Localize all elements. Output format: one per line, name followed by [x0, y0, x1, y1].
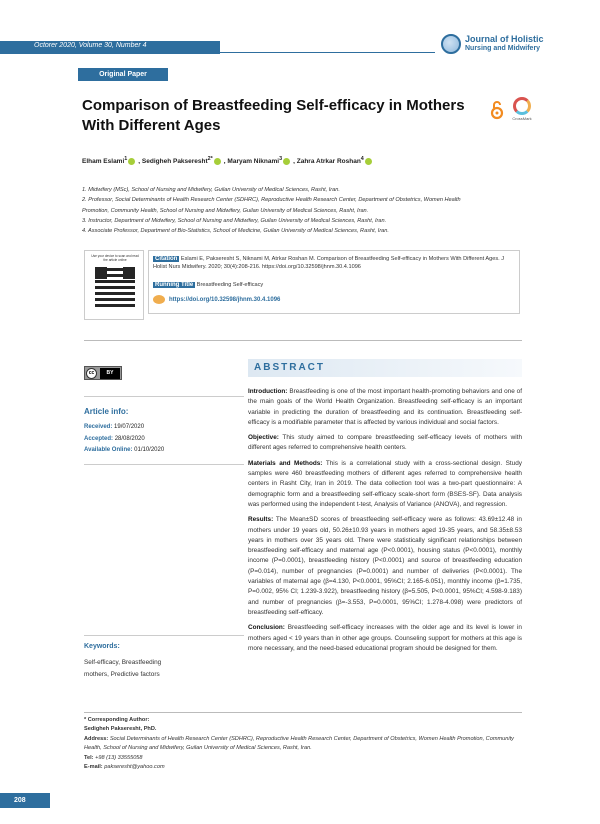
abstract-body [248, 387, 522, 659]
doi-row [153, 295, 280, 304]
affiliation-line: 3. Instructor, Department of Midwifery, School of Nursing and Midwifery, Guilan University of Medical Sciences, Rasht, Iran. [82, 217, 387, 224]
crossmark-label: CrossMark [512, 116, 532, 121]
running-title-label: Running Title [155, 282, 194, 288]
affiliation-line: 4. Associate Professor, Department of Bio-Statistics, School of Medicine, Guilan University of Medical Sciences, Rasht, Iran. [82, 228, 389, 235]
accepted-date: 28/08/2020 [114, 435, 145, 442]
online-date: 01/10/2020 [134, 447, 165, 453]
abstract-objective: Objective: This study aimed to compare breastfeeding self-efficacy levels of mothers with different ages referred to comprehensive health centers. [248, 434, 523, 452]
open-access-icon [490, 100, 504, 120]
corresponding-label: * Corresponding Author: [84, 717, 150, 723]
qr-code-icon [95, 267, 135, 307]
article-info-title: Article info: [84, 407, 129, 416]
paper-title: Comparison of Breastfeeding Self-efficacy in Mothers With Different Ages [82, 97, 465, 134]
received-label: Received: [84, 424, 113, 430]
affiliations [82, 185, 542, 236]
issue-banner [0, 41, 220, 54]
abstract-conclusion: Conclusion: Breastfeeding self-efficacy increases with the older age and its level is lower in mothers aged < 19 years than in other age groups. Counseling support for mothers at this age is more necessary, and the need-based educational program should be designed for them. [248, 624, 522, 652]
cc-license-badge[interactable] [84, 366, 122, 380]
left-rule [84, 396, 244, 397]
issue-text: Octorer 2020, Volume 30, Number 4 [34, 42, 147, 49]
citation-row [153, 255, 515, 271]
abstract-methods: Materials and Methods: This is a correlational study with a cross-sectional design. Study samples were 460 breastfeeding mothers of different ages referred to comprehensive health centers in Rasht City, Iran in 2019. The data collection tool was a two-part questionnaire: A demographic form and a breastfeeding self-efficacy scale-short form (BSES-SF). Data analysis was performed using the independent t-test, Analysis of Variance (ANOVA), and regression. [248, 459, 522, 508]
citation-text: Eslami E, Pakseresht S, Niknami M, Atrkar Roshan M. Comparison of Breastfeeding Self-efficacy in Mothers With Different Ages. J Holist Nurs Midwifery. 2020; 30(4):208-216. https://doi.org/10.32598/jhnm.30.4.1096 [153, 256, 505, 270]
crossmark-icon[interactable] [511, 97, 533, 123]
email-link[interactable]: pakseresht@yahoo.com [104, 764, 165, 771]
globe-icon [441, 34, 461, 54]
abstract-heading-bar [248, 359, 522, 377]
affiliation-line: 2. Professor, Social Determinants of Health Research Center (SDHRC), Reproductive Health Research Center, Department of Obstetrics, Women Health [82, 197, 461, 204]
author-name: Zahra Atrkar Roshan [296, 158, 361, 166]
tel-label: Tel: [84, 754, 94, 761]
orcid-icon[interactable] [128, 158, 135, 165]
author-name: Elham Eslami [82, 158, 125, 166]
running-title-row [153, 281, 263, 289]
address-label: Address: [84, 735, 109, 742]
corresponding-name: Sedigheh Pakseresht, PhD. [84, 726, 157, 733]
author-name: Sedigheh Pakseresht [141, 158, 208, 166]
doi-link[interactable]: https://doi.org/10.32598/jhnm.30.4.1096 [169, 296, 281, 303]
orcid-icon[interactable] [365, 158, 372, 165]
abstract-introduction: Introduction: Breastfeeding is one of the most important health-promoting behaviors and one of the main goals of the World Health Organization. Breastfeeding self-efficacy is an important variable in predicting the duration of breastfeeding and its continuation. Breastfeeding self-efficacy is a modifiable parameter that is affected by various individual and social factors. [248, 388, 522, 426]
address-text: Social Determinants of Health Research Center (SDHRC), Reproductive Health Research Center, Department of Obstetrics, Women Health Promotion, Community Health, School of Nursing and Midwifery, Guilan University of Medical Sciences, Rasht, Iran. [84, 735, 514, 752]
corresponding-author [84, 716, 524, 772]
affiliation-line: 1. Midwifery (MSc), School of Nursing and Midwifery, Guilan University of Medical Sciences, Rasht, Iran. [82, 187, 340, 193]
accepted-label: Accepted: [84, 435, 114, 442]
article-info [84, 422, 164, 457]
author-list: Elham Eslami$^1$ , Sedigheh Pakseresht$^{2*}$ , Maryam Niknami$^3$ , Zahra Atrkar Roshan$^4$ [82, 156, 522, 165]
qr-code-box[interactable] [84, 250, 144, 320]
journal-logo [441, 33, 571, 57]
orcid-icon[interactable] [283, 158, 290, 165]
affiliation-line: Promotion, Community Health, School of Nursing and Midwifery, Guilan University of Medical Sciences, Rasht, Iran. [82, 207, 369, 214]
section-divider [84, 340, 522, 341]
running-title: Breastfeeding Self-efficacy [196, 282, 264, 288]
qr-label: Use your device to scan and read the article online [91, 254, 139, 262]
left-rule [84, 464, 244, 465]
cc-icon: cc [86, 368, 97, 379]
abstract-results: Results: The Mean±SD scores of breastfeeding self-efficacy were as follows: 43.69±12.48 in mothers under 19 years old, 50.26±10.93 years in mothers aged 19-35 years, and 58.35±8.53 years in mothers over 35 years old. There were statistically significant relationships between breastfeeding self-efficacy and maternal age (P<0.0001), housing status (P<0.0001), monthly income (P=0.0001), breastfeeding history (P<0.0001) and source of breastfeeding education (P=0.014), number of pregnancies (P=0.0001) and number of deliveries (P<0.0001). The variables of maternal age (β=4.130, P<0.0001, 95%CI; 2.165-6.051), monthly income (β=1.735, P=0.002, 95% CI; 1.239-3.922), breastfeeding history (β=5.505, P<0.0001, 95%CI; 4.598-9.183) and number of pregnancies (β=-3.553, P=0.0001, 95%CI; 1.278-4.098) were predictors of breastfeeding self-efficacy. [248, 516, 522, 616]
citation-box [148, 250, 520, 314]
abstract-heading: ABSTRACT [254, 362, 325, 373]
article-type-badge: Original Paper [78, 68, 168, 81]
keywords-title: Keywords: [84, 643, 120, 650]
journal-title-line1: Journal of Holistic [465, 34, 544, 44]
header-rule [220, 52, 435, 53]
citation-label: Citation [155, 256, 178, 262]
online-label: Available Online: [84, 447, 133, 453]
journal-title-line2: Nursing and Midwifery [465, 45, 541, 52]
author-name: Maryam Niknami [227, 158, 280, 166]
received-date: 19/07/2020 [114, 424, 145, 430]
orcid-icon[interactable] [214, 158, 221, 165]
tel-text: +98 (13) 33555058 [95, 754, 143, 761]
email-label: E-mail: [84, 764, 103, 771]
doi-icon [153, 295, 165, 304]
keywords-text: Self-efficacy, Breastfeeding mothers, Predictive factors [84, 659, 162, 678]
footnote-rule [84, 712, 522, 713]
cc-by-label: BY [100, 368, 120, 379]
page-number: 208 [0, 793, 50, 808]
left-rule [84, 635, 244, 636]
